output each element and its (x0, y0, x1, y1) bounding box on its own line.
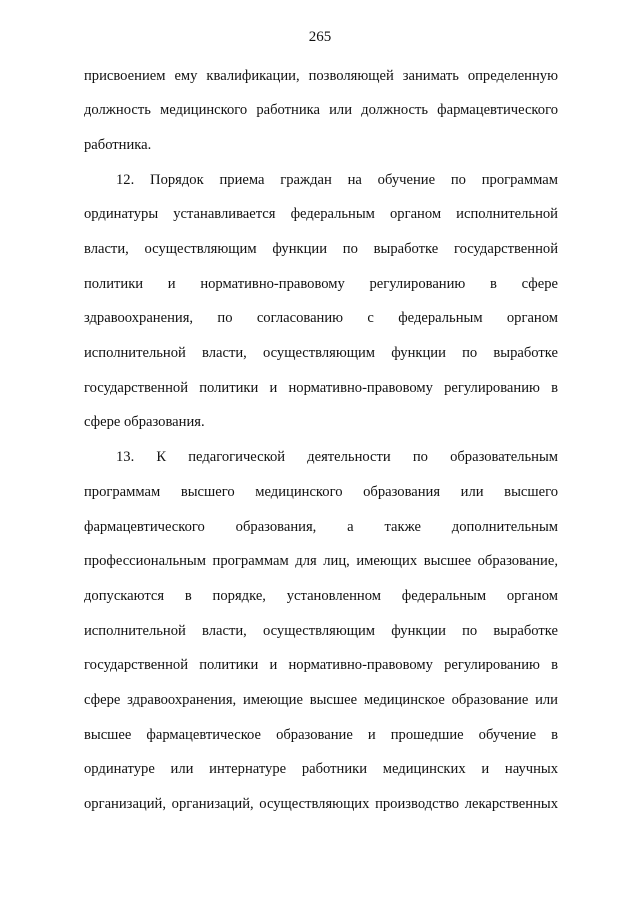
paragraph-line: власти, осуществляющим функции по выработке государственной (84, 241, 558, 258)
paragraph-line: профессиональным программам для лиц, имеющих высшее образование, (84, 553, 558, 570)
paragraph-line: высшее фармацевтическое образование и прошедшие обучение в (84, 726, 558, 743)
paragraph-line: присвоением ему квалификации, позволяющей занимать определенную (84, 67, 558, 84)
paragraph-line: должность медицинского работника или должность фармацевтического (84, 102, 558, 119)
paragraph-line: здравоохранения, по согласованию с федеральным органом (84, 310, 558, 327)
paragraph-continuation (84, 59, 558, 163)
paragraph-line: сфере образования. (84, 414, 205, 431)
paragraph-line: сфере здравоохранения, имеющие высшее медицинское образование или (84, 691, 558, 708)
paragraph-line: 13. К педагогической деятельности по образовательным (116, 449, 558, 466)
paragraph-line: работника. (84, 136, 152, 153)
paragraph-line: государственной политики и нормативно-правовому регулированию в (84, 379, 558, 396)
paragraph-line: 12. Порядок приема граждан на обучение по программам (116, 171, 558, 188)
paragraph-line: ординатуры устанавливается федеральным органом исполнительной (84, 206, 558, 223)
paragraph-line: допускаются в порядке, установленном федеральным органом (84, 587, 558, 604)
paragraph-line: организаций, организаций, осуществляющих производство лекарственных (84, 796, 558, 813)
paragraph-line: государственной политики и нормативно-правовому регулированию в (84, 657, 558, 674)
body-text (84, 59, 558, 822)
paragraph-line: фармацевтического образования, а также дополнительным (84, 518, 558, 535)
paragraph-item-12 (84, 163, 558, 441)
paragraph-line: программам высшего медицинского образования или высшего (84, 483, 558, 500)
paragraph-line: политики и нормативно-правовому регулированию в сфере (84, 275, 558, 292)
paragraph-line: исполнительной власти, осуществляющим функции по выработке (84, 345, 558, 362)
paragraph-line: ординатуре или интернатуре работники медицинских и научных (84, 761, 558, 778)
paragraph-item-13 (84, 440, 558, 822)
paragraph-line: исполнительной власти, осуществляющим функции по выработке (84, 622, 558, 639)
page-number: 265 (308, 29, 332, 45)
